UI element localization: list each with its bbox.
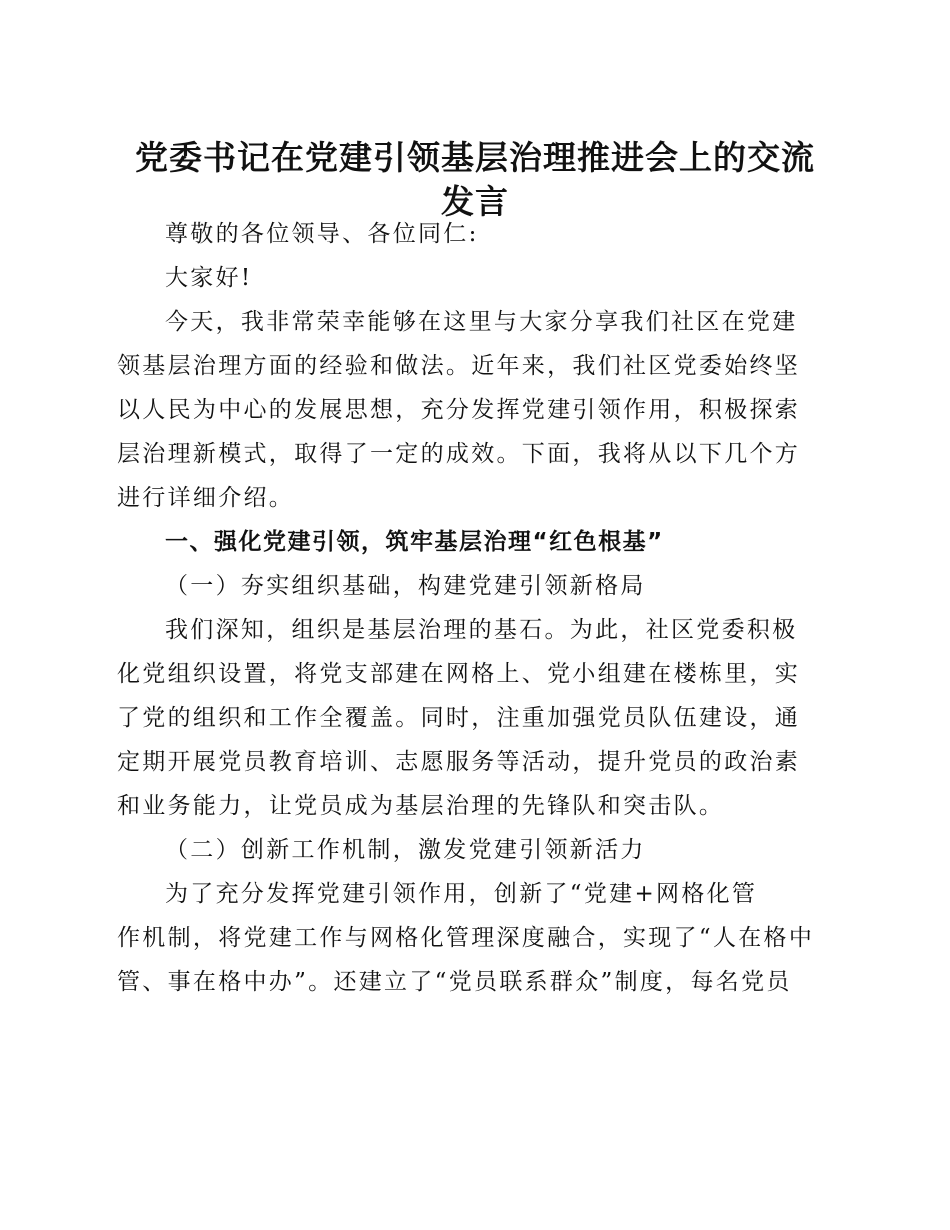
greeting: 大家好! xyxy=(165,265,253,291)
subsection1-heading: （一）夯实组织基础，构建党建引领新格局 xyxy=(165,573,646,599)
document-body xyxy=(117,212,817,1004)
intro-line-1: 今天，我非常荣幸能够在这里与大家分享我们社区在党建 xyxy=(165,309,798,335)
subsection2-heading: （二）创新工作机制，激发党建引领新活力 xyxy=(165,837,646,863)
document-title-line1: 党委书记在党建引领基层治理推进会上的交流 xyxy=(135,138,815,177)
subsection1-paragraph xyxy=(117,608,817,828)
subsection1-line-1: 我们深知，组织是基层治理的基石。为此，社区党委积极 xyxy=(165,617,798,643)
subsection1-line-4: 定期开展党员教育培训、志愿服务等活动，提升党员的政治素 xyxy=(117,749,801,775)
subsection2-paragraph xyxy=(117,872,817,1004)
subsection2-line-3: 管、事在格中办”。还建立了“党员联系群众”制度，每名党员 xyxy=(117,969,792,995)
subsection2-line-1: 为了充分发挥党建引领作用，创新了“党建+网格化管 xyxy=(165,881,758,907)
intro-line-3: 以人民为中心的发展思想，充分发挥党建引领作用，积极探索 xyxy=(117,397,801,423)
subsection1-line-5: 和业务能力，让党员成为基层治理的先锋队和突击队。 xyxy=(117,793,725,819)
subsection1-line-3: 了党的组织和工作全覆盖。同时，注重加强党员队伍建设，通 xyxy=(117,705,801,731)
salutation: 尊敬的各位领导、各位同仁: xyxy=(165,221,479,247)
intro-line-2: 领基层治理方面的经验和做法。近年来，我们社区党委始终坚 xyxy=(117,353,801,379)
section1-heading: 一、强化党建引领，筑牢基层治理“红色根基” xyxy=(165,529,664,555)
intro-line-4: 层治理新模式，取得了一定的成效。下面，我将从以下几个方 xyxy=(117,441,801,467)
subsection2-line-2: 作机制，将党建工作与网格化管理深度融合，实现了“人在格中 xyxy=(117,925,815,951)
intro-paragraph xyxy=(117,300,817,520)
intro-line-5: 进行详细介绍。 xyxy=(117,485,295,511)
document-title-line2: 发言 xyxy=(441,182,509,221)
subsection1-line-2: 化党组织设置，将党支部建在网格上、党小组建在楼栋里，实 xyxy=(117,661,801,687)
